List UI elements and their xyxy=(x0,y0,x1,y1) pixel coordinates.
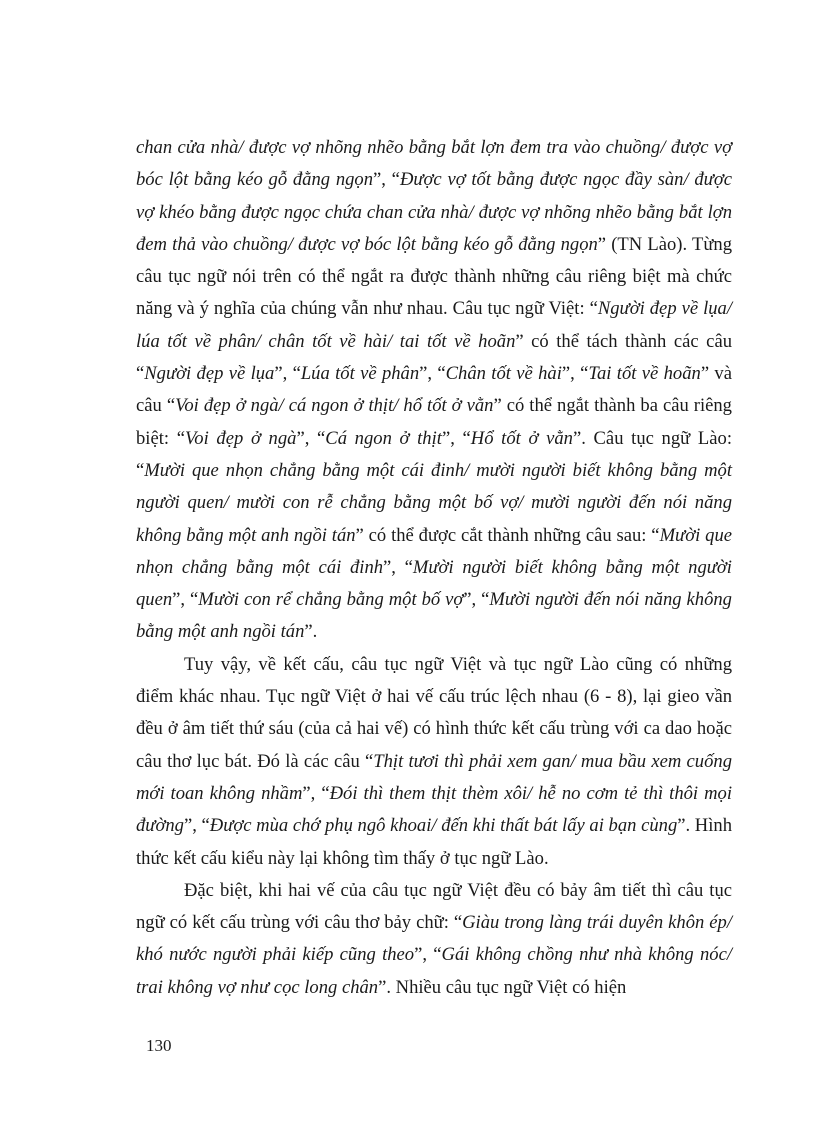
body-text: Đặc biệt, khi hai vế của câu tục ngữ Việt đều có bảy âm tiết thì câu tục ngữ có kết cấu trùng với câu thơ bảy chữ: “ xyxy=(136,879,732,934)
body-text: ”, “ xyxy=(441,427,471,449)
body-text: ”. Nhiều câu tục ngữ Việt có hiện xyxy=(378,976,627,998)
body-text: ”. xyxy=(304,621,318,643)
quoted-proverb: Mười người đến nói năng không bằng một anh ngồi tán xyxy=(136,589,732,643)
body-text: ”, “ xyxy=(373,169,400,191)
body-text: ” (TN Lào). Từng câu tục ngữ nói trên có thể ngắt ra được thành những câu riêng biệt mà chức năng và ý nghĩa của chúng vẫn như nhau. Câu tục ngữ Việt: “ xyxy=(136,233,732,320)
quoted-proverb: Mười que nhọn chẳng bằng một cái đinh xyxy=(136,524,732,578)
quoted-proverb: Mười que nhọn chẳng bằng một cái đinh/ mười người biết không bằng một người quen/ mười con rễ chẳng bằng một bố vợ/ mười người đến nói năng không bằng một anh ngồi tán xyxy=(136,459,732,546)
body-text: ”, “ xyxy=(383,556,413,578)
quoted-proverb: chan cửa nhà/ được vợ nhõng nhẽo bằng bắt lợn đem tra vào chuồng/ được vợ bóc lột bằng kéo gỗ đằng ngọn xyxy=(136,137,732,191)
body-text: ” có thể tách thành các câu “ xyxy=(136,330,732,385)
body-text: ” có thể ngắt thành ba câu riêng biệt: “ xyxy=(136,395,732,449)
quoted-proverb: Thịt tươi thì phải xem gan/ mua bầu xem cuống mới toan không nhầm xyxy=(136,750,732,804)
document-body xyxy=(136,132,732,1004)
page-number: 130 xyxy=(146,1036,172,1055)
quoted-proverb: Tai tốt về hoãn xyxy=(588,363,701,385)
paragraph-2 xyxy=(136,649,732,875)
body-text: ”, “ xyxy=(183,815,210,837)
body-text: ”, “ xyxy=(302,782,330,804)
quoted-proverb: Cá ngon ở thịt xyxy=(325,427,442,449)
paragraph-3 xyxy=(136,875,732,1004)
body-text: ”, “ xyxy=(463,589,490,611)
quoted-proverb: Mười con rể chẳng bằng một bố vợ xyxy=(198,589,464,611)
body-text: ”, “ xyxy=(296,427,326,449)
body-text: ”, “ xyxy=(414,944,442,966)
body-text: ”, “ xyxy=(172,589,199,611)
body-text: ”, “ xyxy=(561,363,589,385)
quoted-proverb: Người đẹp về lụa xyxy=(144,363,275,385)
quoted-proverb: Voi đẹp ở ngà/ cá ngon ở thịt/ hổ tốt ở vằn xyxy=(175,395,494,417)
body-text: ”, “ xyxy=(419,363,446,385)
quoted-proverb: Gái không chồng như nhà không nóc/ trai không vợ như cọc long chân xyxy=(136,944,732,998)
body-text: Tuy vậy, về kết cấu, câu tục ngữ Việt và tục ngữ Lào cũng có những điểm khác nhau. Tục ngữ Việt ở hai vế cấu trúc lệch nhau (6 - 8), lại gieo vần đều ở âm tiết thứ sáu (của cả hai vế) có hình thức kết cấu trùng với ca dao hoặc câu thơ lục bát. Đó là các câu “ xyxy=(136,653,732,772)
body-text: ” và câu “ xyxy=(136,363,732,417)
quoted-proverb: Hổ tốt ở vằn xyxy=(470,427,573,449)
quoted-proverb: Voi đẹp ở ngà xyxy=(184,427,297,449)
quoted-proverb: Người đẹp về lụa/ lúa tốt về phân/ chân tốt về hài/ tai tốt về hoãn xyxy=(136,298,732,352)
quoted-proverb: Được mùa chớ phụ ngô khoai/ đến khi thất bát lấy ai bạn cùng xyxy=(209,815,678,837)
quoted-proverb: Đói thì them thịt thèm xôi/ hễ no cơm tẻ thì thôi mọi đường xyxy=(136,782,733,837)
quoted-proverb: Chân tốt về hài xyxy=(445,363,562,385)
paragraph-1 xyxy=(136,132,732,649)
quoted-proverb: Được vợ tốt bằng được ngọc đầy sàn/ được vợ khéo bằng được ngọc chứa chan cửa nhà/ được vợ nhõng nhẽo bằng bắt lợn đem thả vào chuồng/ được vợ bóc lột bằng kéo gỗ đằng ngọn xyxy=(136,169,732,255)
body-text: ”. Câu tục ngữ Lào: “ xyxy=(136,427,732,481)
quoted-proverb: Giàu trong làng trái duyên khôn ép/ khó nước người phải kiếp cũng theo xyxy=(136,912,732,966)
body-text: ” có thể được cắt thành những câu sau: “ xyxy=(355,524,660,546)
body-text: ”. Hình thức kết cấu kiểu này lại không tìm thấy ở tục ngữ Lào. xyxy=(136,815,732,869)
quoted-proverb: Lúa tốt về phân xyxy=(300,363,420,385)
quoted-proverb: Mười người biết không bằng một người quen xyxy=(136,556,732,611)
body-text: ”, “ xyxy=(274,363,301,385)
